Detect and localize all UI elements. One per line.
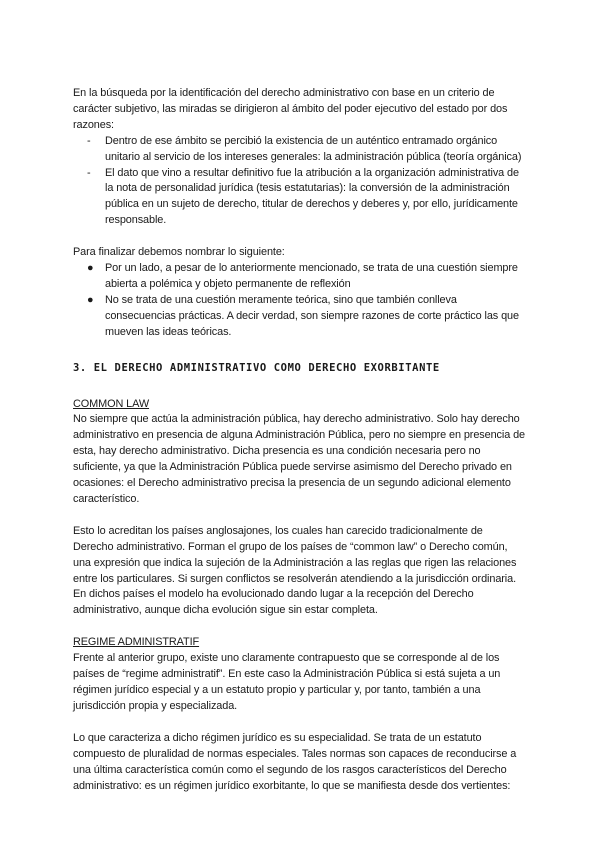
list-item-text: No se trata de una cuestión meramente teórica, sino que también conlleva consecuencias prácticas. A decir verdad, son siempre razones de corte práctico las que mueven las ideas teóricas.	[105, 293, 519, 338]
list-item	[73, 166, 525, 230]
list-item	[73, 134, 525, 166]
list-item	[73, 293, 525, 341]
dash-marker: -	[87, 134, 91, 147]
list-item-text: Dentro de ese ámbito se percibió la existencia de un auténtico entramado orgánico unitario al servicio de los intereses generales: la administración pública (teoría orgánica)	[105, 134, 522, 163]
section-title: 3. EL DERECHO ADMINISTRATIVO COMO DERECHO EXORBITANTE	[73, 361, 440, 374]
list-item	[73, 261, 525, 293]
bullet-marker: ●	[87, 293, 94, 306]
dash-marker: -	[87, 166, 91, 179]
intro-paragraph: En la búsqueda por la identificación del derecho administrativo con base en un criterio de carácter subjetivo, las miradas se dirigieron al ámbito del poder ejecutivo del estado por dos razones:	[73, 87, 508, 131]
regime-paragraph-2: Lo que caracteriza a dicho régimen jurídico es su especialidad. Se trata de un estatuto compuesto de pluralidad de normas especiales. Tales normas son capaces de reconducirse a una última característica común como el segundo de los rasgos característicos del Derecho administrativo: es un régimen jurídico exorbitante, lo que se manifiesta desde dos vertientes:	[73, 731, 517, 792]
bullet-marker: ●	[87, 262, 94, 275]
common-law-paragraph-1: No siempre que actúa la administración pública, hay derecho administrativo. Solo hay derecho administrativo en presencia de alguna Administración Pública, pero no siempre en presencia de esta, hay derecho administrativo. Dicha presencia es una condición necesaria pero no suficiente, ya que la Administración Pública puede servirse asimismo del Derecho privado en ocasiones: el Derecho administrativo precisa la presencia de un segundo adicional elemento característico.	[73, 413, 526, 505]
document-page	[73, 86, 525, 794]
final-list	[73, 261, 525, 341]
intro-list	[73, 134, 525, 229]
common-law-heading: COMMON LAW	[73, 397, 150, 410]
common-law-paragraph-2: Esto lo acreditan los países anglosajones, los cuales han carecido tradicionalmente de Derecho administrativo. Forman el grupo de los países de “common law” o Derecho común, una expresión que indica la sujeción de la Administración a las reglas que rigen las relaciones entre los particulares. Si surgen conflictos se resolverán atendiendo a la jurisdicción ordinaria. En dichos países el modelo ha evolucionado dando lugar a la recepción del Derecho administrativo, aunque dicha evolución sigue sin estar completa.	[73, 524, 517, 617]
regime-paragraph-1: Frente al anterior grupo, existe uno claramente contrapuesto que se corresponde al de los países de “regime administratif”. En este caso la Administración Pública si está sujeta a un régimen jurídico especial y a un estatuto propio y particular y, por tanto, también a una jurisdicción propia y especializada.	[73, 652, 501, 712]
list-item-text: El dato que vino a resultar definitivo fue la atribución a la organización administrativa de la nota de personalidad jurídica (tesis estatutarias): la conversión de la administración pública en un sujeto de derecho, titular de derechos y deberes y, por ello, jurídicamente responsable.	[105, 166, 519, 227]
regime-heading: REGIME ADMINISTRATIF	[73, 636, 200, 649]
list-item-text: Por un lado, a pesar de lo anteriormente mencionado, se trata de una cuestión siempre abierta a polémica y objeto permanente de reflexión	[105, 262, 518, 290]
final-lead: Para finalizar debemos nombrar lo siguiente:	[73, 246, 285, 259]
